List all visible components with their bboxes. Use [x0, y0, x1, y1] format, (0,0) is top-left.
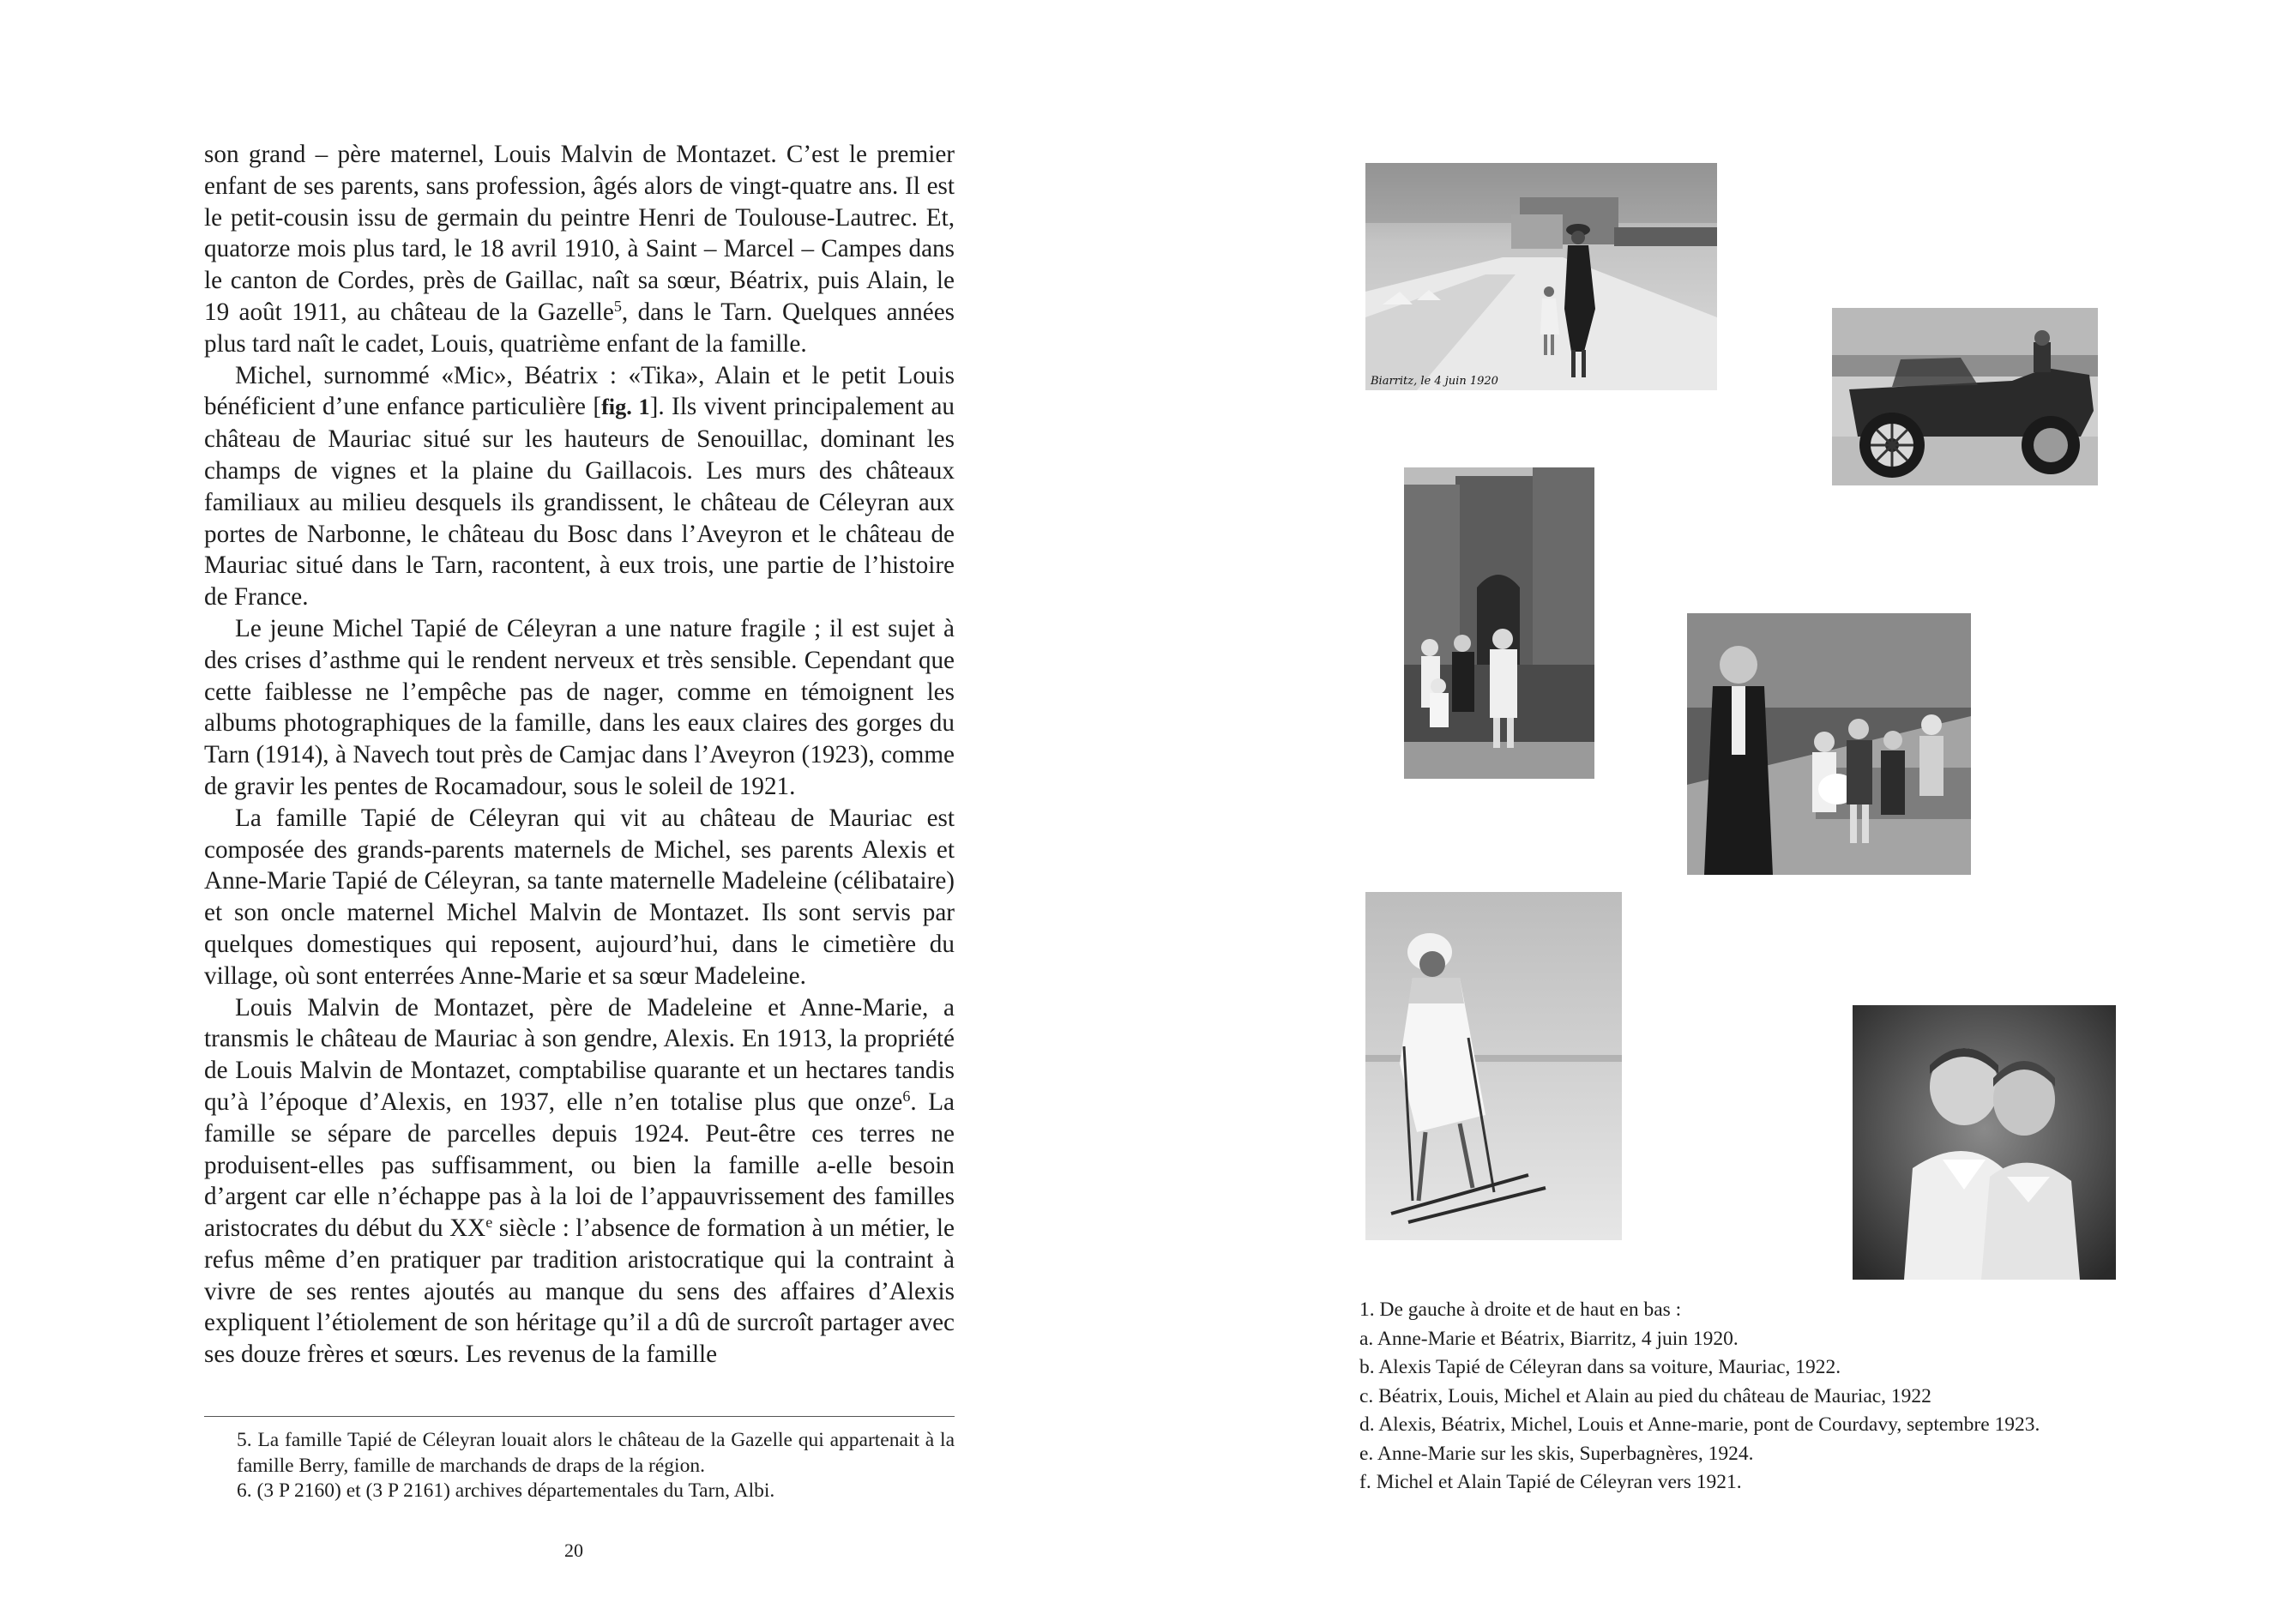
- caption-item-e: e. Anne-Marie sur les skis, Superbagnères, 1924.: [1359, 1442, 1754, 1465]
- paragraph-3: Le jeune Michel Tapié de Céleyran a une nature fragile ; il est sujet à des crises d’asthme qui le rendent nerveux et très sensible. Cependant que cette faiblesse ne l’empêche pas de nager, comme en témoignent les albums photographiques de la famille, dans les eaux claires des gorges du Tarn (1914), à Navech tout près de Camjac dans l’Aveyron (1923), comme de gravir les pentes de Rocamadour, sous le soleil de 1921.: [204, 614, 955, 800]
- paragraph-4: La famille Tapié de Céleyran qui vit au château de Mauriac est composée des grands-parents maternels de Michel, ses parents Alexis et Anne-Marie Tapié de Céleyran, sa tante maternelle Madeleine (célibataire) et son oncle maternel Michel Malvin de Montazet. Ils sont servis par quelques domestiques qui reposent, aujourd’hui, dans le cimetière du village, où sont enterrées Anne-Marie et sa sœur Madeleine.: [204, 804, 955, 990]
- figure-reference[interactable]: fig. 1: [601, 395, 650, 420]
- photo-b-vintage-car: [1832, 308, 2098, 485]
- footnote-ref-5[interactable]: 5: [613, 298, 622, 316]
- paragraph-1: son grand – père maternel, Louis Malvin de Montazet. C’est le premier enfant de ses parents, sans profession, âgés alors de vingt-quatre ans. Il est le petit-cousin issu de germain du peintre Henri de Toulouse-Lautrec. Et, quatorze mois plus tard, le 18 avril 1910, à Saint – Marcel – Campes dans le canton de Cordes, près de Gaillac, naît sa sœur, Béatrix, puis Alain, le 19 août 1911, au château de la Gazelle$^5$, dans le Tarn. Quelques années plus tard naît le cadet, Louis, quatrième enfant de la famille.: [204, 141, 955, 358]
- caption-item-b: b. Alexis Tapié de Céleyran dans sa voiture, Mauriac, 1922.: [1359, 1356, 1841, 1378]
- century-superscript: e: [485, 1214, 493, 1232]
- caption-item-d: d. Alexis, Béatrix, Michel, Louis et Anne-marie, pont de Courdavy, septembre 1923.: [1359, 1413, 2040, 1436]
- page-number: 20: [564, 1540, 583, 1561]
- caption-title: 1. De gauche à droite et de haut en bas :: [1359, 1299, 1682, 1321]
- photo-c-children-at-castle: [1404, 467, 1594, 779]
- caption-item-f: f. Michel et Alain Tapié de Céleyran vers 1921.: [1359, 1471, 1742, 1493]
- paragraph-5: Louis Malvin de Montazet, père de Madeleine et Anne-Marie, a transmis le château de Mauriac à son gendre, Alexis. En 1913, la propriété de Louis Malvin de Montazet, comptabilise quarante et un hectares tandis qu’à l’époque d’Alexis, en 1937, elle n’en totalise plus que onze$^6$. La famille se sépare de parcelles depuis 1924. Peut-être ces terres ne produisent-elles pas suffisamment, ou bien la famille a-elle besoin d’argent car elle n’échappe pas à la loi de l’appauvrissement des familles aristocrates du début du XXe siècle : l’absence de formation à un métier, le refus même d’en pratiquer par tradition aristocratique qui la contraint à vivre de ses rentes ajoutés au manque du sens des affaires d’Alexis expliquent l’étiolement de son héritage qu’il a dû de surcroît partager avec ses douze frères et sœurs. Les revenus de la famille: [204, 993, 955, 1369]
- photo-e-woman-skiing: [1365, 892, 1622, 1240]
- footnotes: [237, 1428, 955, 1504]
- body-text: [204, 139, 955, 1371]
- photo-d-family-on-bridge: [1687, 613, 1971, 875]
- paragraph-2: Michel, surnommé «Mic», Béatrix : «Tika», Alain et le petit Louis bénéficient d’une enfance particulière [fig. 1]. Ils vivent principalement au château de Mauriac situé sur les hauteurs de Senouillac, dominant les champs de vignes et la plaine du Gaillacois. Les murs des châteaux familiaux au milieu desquels ils grandissent, le château de Céleyran aux portes de Narbonne, le château du Bosc dans l’Aveyron et le château de Mauriac situé dans le Tarn, racontent, à eux trois, une partie de l’histoire de France.: [204, 361, 955, 612]
- footnote-divider: [204, 1416, 955, 1417]
- photo-f-two-boys-portrait: [1853, 1005, 2116, 1280]
- photo-a-beach-promenade: [1365, 163, 1717, 390]
- footnote-ref-6[interactable]: 6: [902, 1087, 911, 1105]
- caption-item-c: c. Béatrix, Louis, Michel et Alain au pied du château de Mauriac, 1922: [1359, 1384, 1931, 1407]
- footnote-5: 5. La famille Tapié de Céleyran louait alors le château de la Gazelle qui appartenait à la famille Berry, famille de marchands de draps de la région.: [237, 1429, 955, 1477]
- footnote-6: 6. (3 P 2160) et (3 P 2161) archives départementales du Tarn, Albi.: [237, 1479, 775, 1502]
- caption-item-a: a. Anne-Marie et Béatrix, Biarritz, 4 juin 1920.: [1359, 1327, 1739, 1350]
- figure-caption: [1359, 1296, 2071, 1497]
- photo-inscription: Biarritz, le 4 juin 1920: [1371, 375, 1498, 388]
